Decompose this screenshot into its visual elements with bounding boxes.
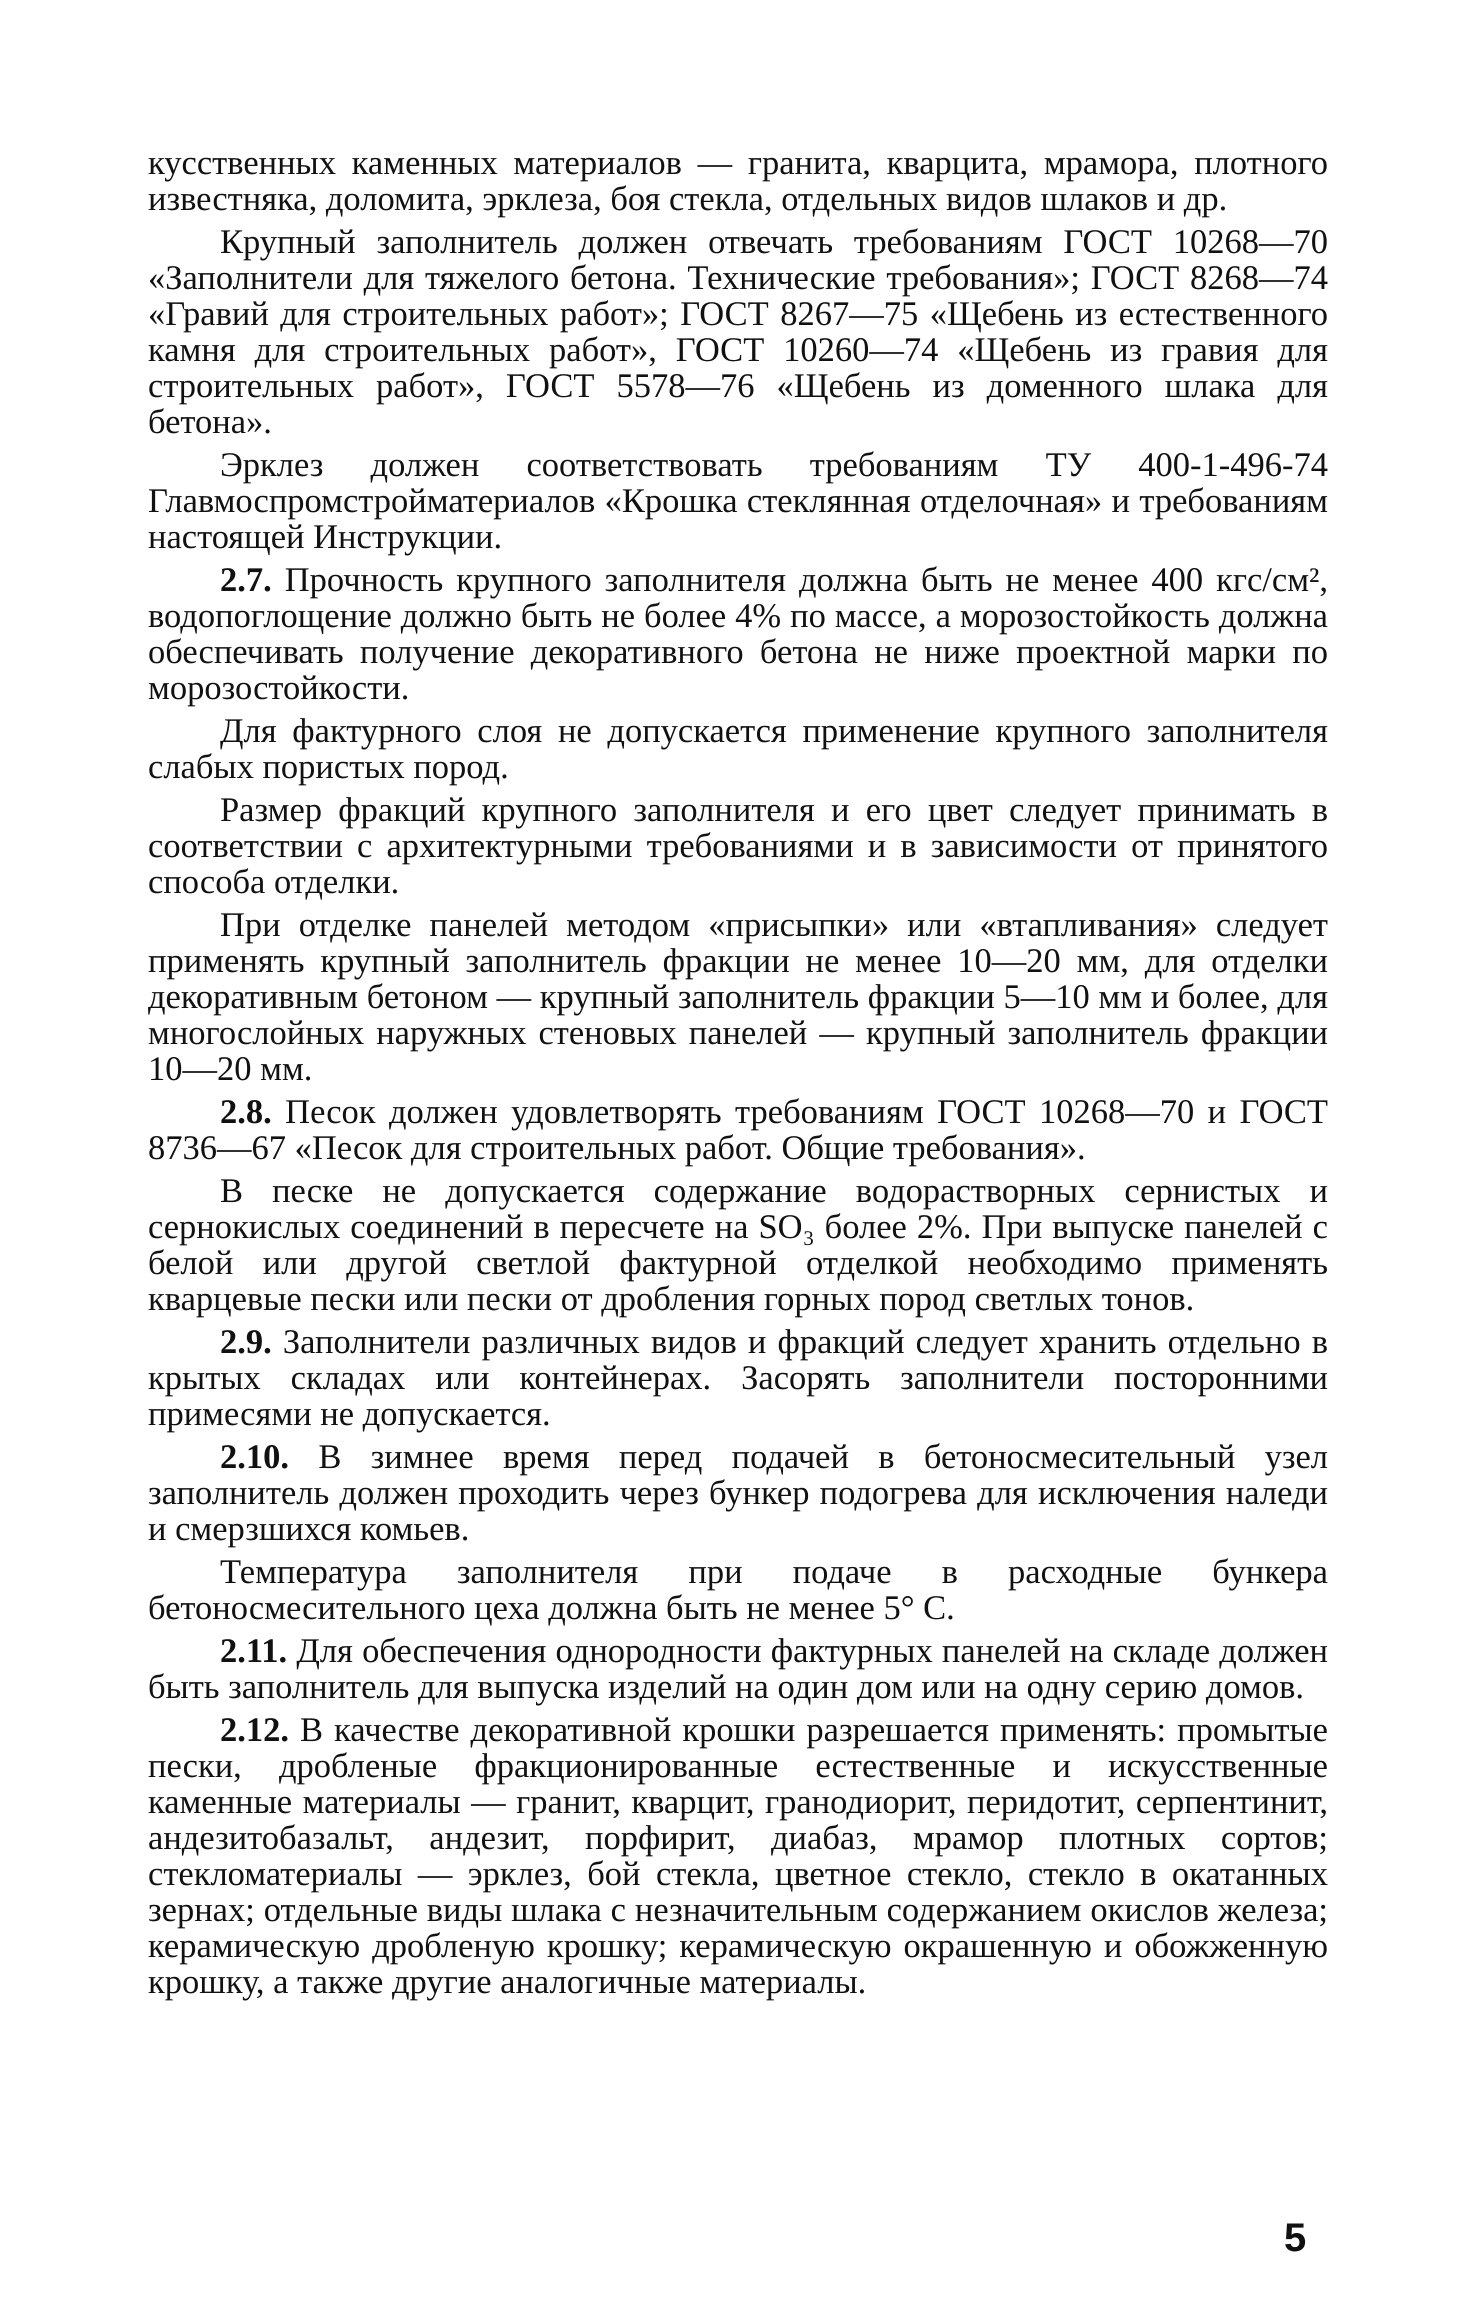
paragraph-text: В зимнее время перед подачей в бетоносмесительный узел заполнитель должен проходить через бункер подогрева для исключения наледи и смерзшихся комьев. bbox=[148, 1438, 1329, 1548]
paragraph-2-10 bbox=[148, 1439, 1328, 1547]
paragraph-text: Температура заполнителя при подаче в расходные бункера бетоносмесительного цеха должна быть не менее 5° С. bbox=[148, 1553, 1328, 1627]
paragraph-text: Для фактурного слоя не допускается применение крупного заполнителя слабых пористых пород. bbox=[148, 712, 1328, 786]
paragraph-2-7 bbox=[148, 562, 1328, 706]
clause-number: 2.12. bbox=[220, 1711, 289, 1749]
paragraph-text: Заполнители различных видов и фракций следует хранить отдельно в крытых складах или контейнерах. Засорять заполнители посторонними примесями не допускается. bbox=[148, 1323, 1328, 1433]
paragraph bbox=[148, 224, 1328, 440]
paragraph bbox=[148, 1554, 1328, 1626]
paragraph bbox=[148, 1173, 1328, 1317]
paragraph-text: Для обеспечения однородности фактурных панелей на складе должен быть заполнитель для выпуска изделий на один дом или на одну серию домов. bbox=[148, 1632, 1328, 1706]
page-number: 5 bbox=[1284, 2216, 1307, 2260]
clause-number: 2.7. bbox=[220, 561, 272, 599]
paragraph bbox=[148, 907, 1328, 1087]
clause-number: 2.9. bbox=[220, 1323, 272, 1361]
paragraph-text: Прочность крупного заполнителя должна быть не менее 400 кгс/см², водопоглощение должно быть не более 4% по массе, а морозостойкость должна обеспечивать получение декоративного бетона не ниже проектной марки по морозостойкости. bbox=[148, 561, 1329, 707]
paragraph-text: В качестве декоративной крошки разрешается применять: промытые пески, дробленые фракционированные естественные и искусственные каменные материалы — гранит, кварцит, гранодиорит, перидотит, серпентинит, андезитобазальт, андезит, порфирит, диабаз, мрамор плотных сортов; стекломатериалы — эрклез, бой стекла, цветное стекло, стекло в окатанных зернах; отдельные виды шлака с незначительным содержанием окислов железа; керамическую дробленую крошку; керамическую окрашенную и обожженную крошку, а также другие аналогичные материалы. bbox=[148, 1711, 1328, 2001]
paragraph-continuation bbox=[148, 145, 1328, 217]
clause-number: 2.10. bbox=[220, 1438, 289, 1476]
paragraph bbox=[148, 792, 1328, 900]
paragraph-text: Крупный заполнитель должен отвечать требованиям ГОСТ 10268—70 «Заполнители для тяжелого бетона. Технические требования»; ГОСТ 8268—74 «Гравий для строительных работ»; ГОСТ 8267—75 «Щебень из естественного камня для строительных работ», ГОСТ 10260—74 «Щебень из гравия для строительных работ», ГОСТ 5578—76 «Щебень из доменного шлака для бетона». bbox=[148, 223, 1328, 441]
paragraph-2-11 bbox=[148, 1633, 1328, 1705]
paragraph-2-9 bbox=[148, 1324, 1328, 1432]
paragraph-text: При отделке панелей методом «присыпки» или «втапливания» следует применять крупный заполнитель фракции не менее 10—20 мм, для отделки декоративным бетоном — крупный заполнитель фракции 5—10 мм и более, для многослойных наружных стеновых панелей — крупный заполнитель фракции 10—20 мм. bbox=[148, 906, 1328, 1088]
clause-number: 2.11. bbox=[220, 1632, 288, 1670]
paragraph-text: В песке не допускается содержание водорастворных сернистых и сернокислых соединений в пересчете на SO₃ более 2%. При выпуске панелей с белой или другой светлой фактурной отделкой необходимо применять кварцевые пески или пески от дробления горных пород светлых тонов. bbox=[148, 1172, 1328, 1318]
paragraph-2-8 bbox=[148, 1094, 1328, 1166]
paragraph bbox=[148, 713, 1328, 785]
document-body bbox=[148, 145, 1328, 2007]
paragraph bbox=[148, 447, 1328, 555]
paragraph-text: Размер фракций крупного заполнителя и его цвет следует принимать в соответствии с архитектурными требованиями и в зависимости от принятого способа отделки. bbox=[148, 791, 1328, 901]
paragraph-text: кусственных каменных материалов — гранита, кварцита, мрамора, плотного известняка, доломита, эрклеза, боя стекла, отдельных видов шлаков и др. bbox=[148, 144, 1328, 218]
clause-number: 2.8. bbox=[220, 1093, 272, 1131]
paragraph-2-12 bbox=[148, 1712, 1328, 2000]
paragraph-text: Эрклез должен соответствовать требованиям ТУ 400-1-496-74 Главмоспромстройматериалов «Крошка стеклянная отделочная» и требованиям настоящей Инструкции. bbox=[148, 446, 1328, 556]
paragraph-text: Песок должен удовлетворять требованиям ГОСТ 10268—70 и ГОСТ 8736—67 «Песок для строительных работ. Общие требования». bbox=[148, 1093, 1328, 1167]
